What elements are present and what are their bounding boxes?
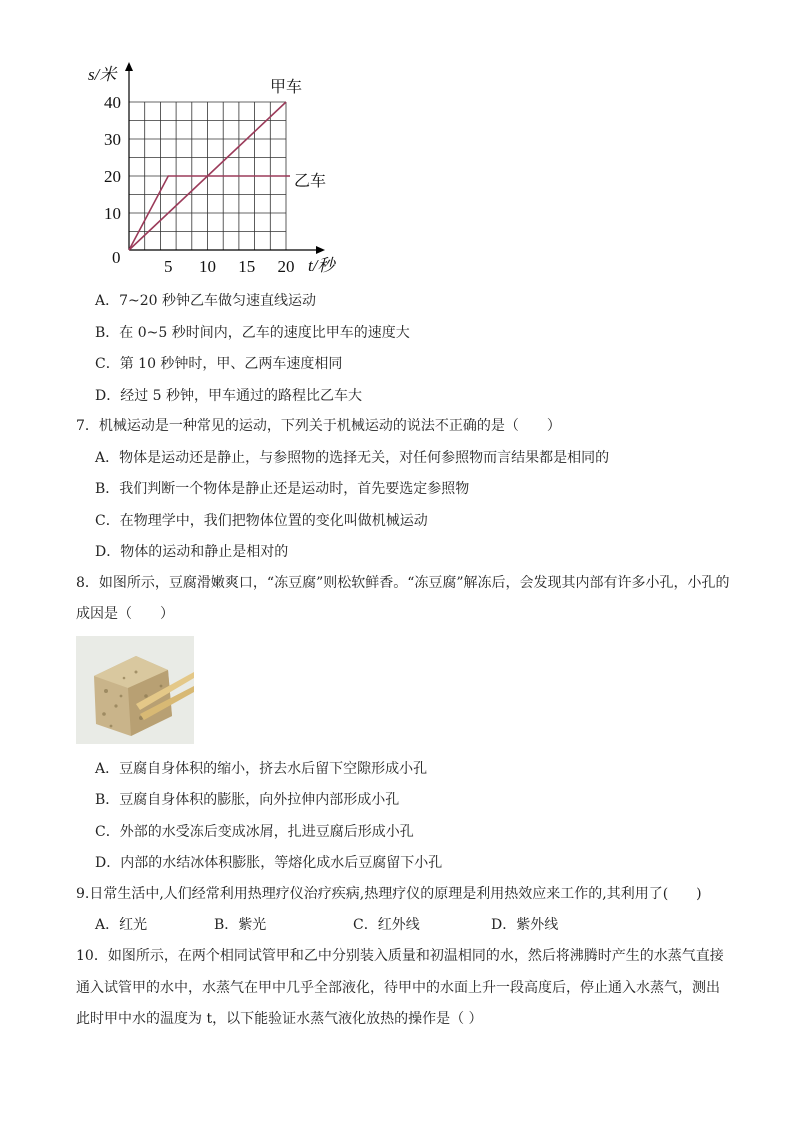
q6-option-c: C．第 10 秒钟时，甲、乙两车速度相同 bbox=[95, 356, 343, 372]
x-axis-label: t/秒 bbox=[308, 256, 335, 275]
q6-option-a: A．7~20 秒钟乙车做匀速直线运动 bbox=[95, 293, 317, 309]
x-tick-label: 15 bbox=[238, 257, 256, 276]
q7-option-b: B．我们判断一个物体是静止还是运动时，首先要选定参照物 bbox=[95, 481, 470, 497]
q8-option-c: C．外部的水受冻后变成冰屑，扎进豆腐后形成小孔 bbox=[95, 824, 414, 840]
q9-stem: 9.日常生活中,人们经常利用热理疗仪治疗疾病,热理疗仪的原理是利用热效应来工作的,其利用了( ) bbox=[76, 886, 702, 902]
q9-option-c: C．红外线 bbox=[353, 917, 420, 933]
q8-option-b: B．豆腐自身体积的膨胀，向外拉伸内部形成小孔 bbox=[95, 792, 400, 808]
series-label-yi: 乙车 bbox=[294, 171, 327, 190]
q6-option-d: D．经过 5 秒钟，甲车通过的路程比乙车大 bbox=[95, 388, 363, 404]
q7-option-a: A．物体是运动还是静止，与参照物的选择无关，对任何参照物而言结果都是相同的 bbox=[95, 450, 610, 466]
q8-stem-line1: 8．如图所示，豆腐滑嫩爽口，“冻豆腐”则松软鲜香。“冻豆腐”解冻后，会发现其内部有许多小孔，小孔的 bbox=[76, 575, 730, 591]
x-tick-label: 20 bbox=[277, 257, 295, 276]
q7-option-c: C．在物理学中，我们把物体位置的变化叫做机械运动 bbox=[95, 513, 428, 529]
origin-label: 0 bbox=[112, 248, 121, 267]
y-axis-label: s/米 bbox=[88, 65, 117, 84]
q9-option-a: A．红光 bbox=[95, 917, 148, 933]
q6-option-b: B．在 0~5 秒时间内，乙车的速度比甲车的速度大 bbox=[95, 325, 410, 341]
x-tick-label: 5 bbox=[164, 257, 173, 276]
x-axis-arrow bbox=[316, 246, 325, 254]
distance-time-chart bbox=[76, 58, 346, 278]
x-tick-label: 10 bbox=[199, 257, 216, 276]
y-tick-label: 30 bbox=[104, 130, 121, 149]
q7-stem: 7．机械运动是一种常见的运动，下列关于机械运动的说法不正确的是（ ） bbox=[76, 418, 561, 434]
frozen-tofu-photo bbox=[76, 636, 194, 744]
q9-option-b: B．紫光 bbox=[214, 917, 267, 933]
q10-line3: 此时甲中水的温度为 t，以下能验证水蒸气液化放热的操作是（ ） bbox=[76, 1011, 483, 1027]
q9-option-d: D．紫外线 bbox=[491, 917, 559, 933]
y-tick-label: 40 bbox=[104, 93, 121, 112]
q10-line1: 10．如图所示，在两个相同试管甲和乙中分别装入质量和初温相同的水，然后将沸腾时产生的水蒸气直接 bbox=[76, 948, 724, 964]
q8-option-a: A．豆腐自身体积的缩小，挤去水后留下空隙形成小孔 bbox=[95, 761, 428, 777]
q8-option-d: D．内部的水结冰体积膨胀，等熔化成水后豆腐留下小孔 bbox=[95, 855, 443, 871]
q7-option-d: D．物体的运动和静止是相对的 bbox=[95, 544, 289, 560]
q10-line2: 通入试管甲的水中，水蒸气在甲中几乎全部液化，待甲中的水面上升一段高度后，停止通入水蒸气，测出 bbox=[76, 980, 720, 996]
y-axis-arrow bbox=[125, 62, 133, 71]
y-tick-label: 10 bbox=[104, 204, 121, 223]
q8-stem-line2: 成因是（ ） bbox=[76, 606, 174, 622]
series-label-jia: 甲车 bbox=[270, 77, 303, 96]
y-tick-label: 20 bbox=[104, 167, 121, 186]
